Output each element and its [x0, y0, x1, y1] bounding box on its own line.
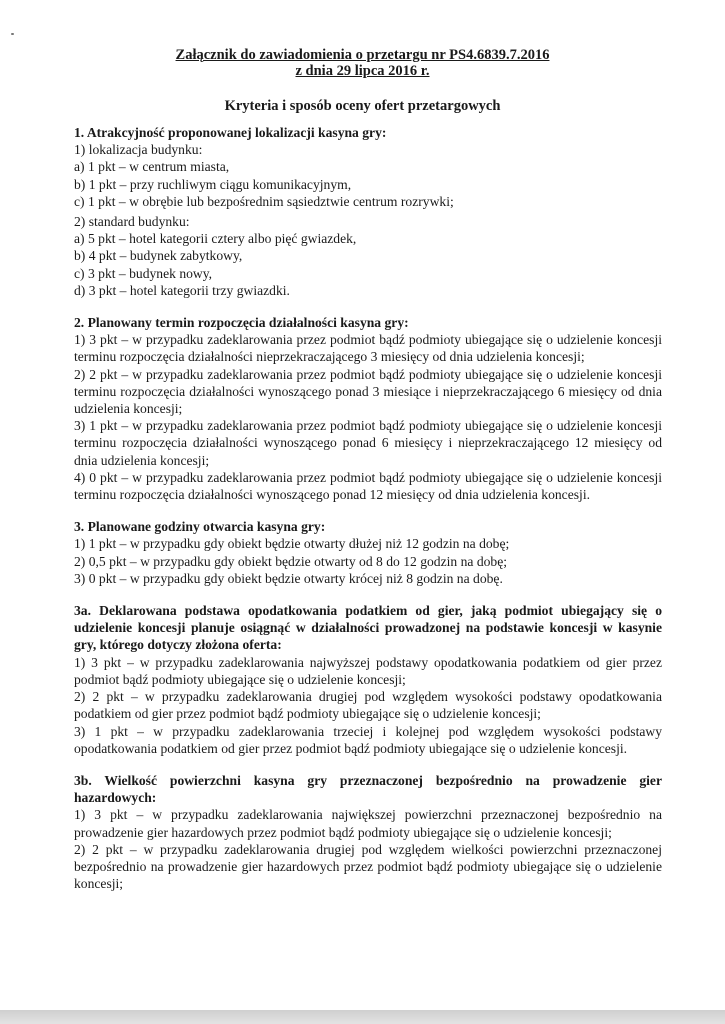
section-3 — [74, 518, 662, 587]
document-subtitle: Kryteria i sposób oceny ofert przetargowych — [224, 98, 501, 114]
list-item: 2) 2 pkt – w przypadku zadeklarowania przez podmiot bądź podmioty ubiegające się o udzielenie koncesji terminu rozpoczęcia działalności wynoszącego ponad 3 miesiące i nieprzekraczającego 6 miesięcy od dnia udzielenia koncesji; — [74, 366, 662, 417]
document-header — [0, 47, 725, 79]
list-item: 3) 1 pkt – w przypadku zadeklarowania przez podmiot bądź podmioty ubiegające się o udzielenie koncesji terminu rozpoczęcia działalności wynoszącego ponad 6 miesięcy i nieprzekraczającego 12 miesięcy od dnia udzielenia koncesji; — [74, 418, 662, 468]
list-item: 3) 1 pkt – w przypadku zadeklarowania trzeciej i kolejnej pod względem wysokości podstawy opodatkowania podatkiem od gier przez podmiot bądź podmioty ubiegające się o udzielenie koncesji. — [74, 723, 662, 756]
section-1 — [74, 124, 662, 299]
section-3a-title: 3a. Deklarowana podstawa opodatkowania podatkiem od gier, jaką podmiot ubiegający się o udzielenie koncesji planuje osiągnąć w działalności prowadzonej na podstawie koncesji w kasynie gry, którego dotyczy złożona oferta: — [74, 603, 662, 653]
section-1-group-2 — [74, 213, 662, 299]
group-heading: 1) lokalizacja budynku: — [74, 142, 203, 158]
scan-speck — [11, 33, 14, 35]
section-3a — [74, 602, 662, 757]
header-line-2: z dnia 29 lipca 2016 r. — [295, 63, 430, 79]
section-3b-title: 3b. Wielkość powierzchni kasyna gry przeznaczonej bezpośrednio na prowadzenie gier hazardowych: — [74, 772, 662, 806]
list-item: 1) 1 pkt – w przypadku gdy obiekt będzie otwarty dłużej niż 12 godzin na dobę; — [74, 536, 510, 552]
list-item: 1) 3 pkt – w przypadku zadeklarowania przez podmiot bądź podmioty ubiegające się o udzielenie koncesji terminu rozpoczęcia działalności nieprzekraczającego 3 miesięcy od dnia udzielenia koncesji; — [74, 332, 662, 365]
list-item: c) 3 pkt – budynek nowy, — [74, 265, 213, 281]
list-item: b) 1 pkt – przy ruchliwym ciągu komunikacyjnym, — [74, 176, 352, 192]
section-2 — [74, 314, 662, 503]
scan-edge-bar — [0, 1010, 725, 1024]
section-2-title: 2. Planowany termin rozpoczęcia działalności kasyna gry: — [74, 315, 409, 331]
list-item: a) 1 pkt – w centrum miasta, — [74, 159, 230, 175]
group-heading: 2) standard budynku: — [74, 214, 190, 230]
list-item: 1) 3 pkt – w przypadku zadeklarowania najwyższej podstawy opodatkowania podatkiem od gier przez podmiot bądź podmioty ubiegające się o udzielenie koncesji; — [74, 654, 662, 687]
section-1-title: 1. Atrakcyjność proponowanej lokalizacji kasyna gry: — [74, 125, 387, 140]
list-item: 4) 0 pkt – w przypadku zadeklarowania przez podmiot bądź podmioty ubiegające się o udzielenie koncesji terminu rozpoczęcia działalności wynoszącego ponad 12 miesięcy od dnia udzielenia koncesji. — [74, 469, 662, 503]
list-item: c) 1 pkt – w obrębie lub bezpośrednim sąsiedztwie centrum rozrywki; — [74, 193, 454, 209]
list-item: d) 3 pkt – hotel kategorii trzy gwiazdki. — [74, 282, 290, 298]
list-item: 1) 3 pkt – w przypadku zadeklarowania największej powierzchni przeznaczonej bezpośrednio na prowadzenie gier hazardowych przez podmiot bądź podmioty ubiegające się o udzielenie koncesji; — [74, 807, 662, 840]
list-item: 2) 2 pkt – w przypadku zadeklarowania drugiej pod względem wysokości podstawy opodatkowania podatkiem od gier przez podmiot bądź podmioty ubiegające się o udzielenie koncesji; — [74, 689, 662, 722]
list-item: 2) 0,5 pkt – w przypadku gdy obiekt będzie otwarty od 8 do 12 godzin na dobę; — [74, 553, 508, 569]
section-3b — [74, 772, 662, 892]
list-item: b) 4 pkt – budynek zabytkowy, — [74, 248, 243, 264]
list-item: 3) 0 pkt – w przypadku gdy obiekt będzie otwarty krócej niż 8 godzin na dobę. — [74, 570, 503, 586]
section-3-title: 3. Planowane godziny otwarcia kasyna gry: — [74, 519, 326, 535]
document-body — [74, 124, 662, 907]
section-1-group-1 — [74, 141, 662, 210]
header-line-1: Załącznik do zawiadomienia o przetargu nr PS4.6839.7.2016 — [175, 47, 550, 63]
list-item: 2) 2 pkt – w przypadku zadeklarowania drugiej pod względem wielkości powierzchni przeznaczonej bezpośrednio na prowadzenie gier hazardowych przez podmiot bądź podmioty ubiegające się o udzielenie koncesji; — [74, 841, 662, 892]
list-item: a) 5 pkt – hotel kategorii cztery albo pięć gwiazdek, — [74, 231, 357, 247]
